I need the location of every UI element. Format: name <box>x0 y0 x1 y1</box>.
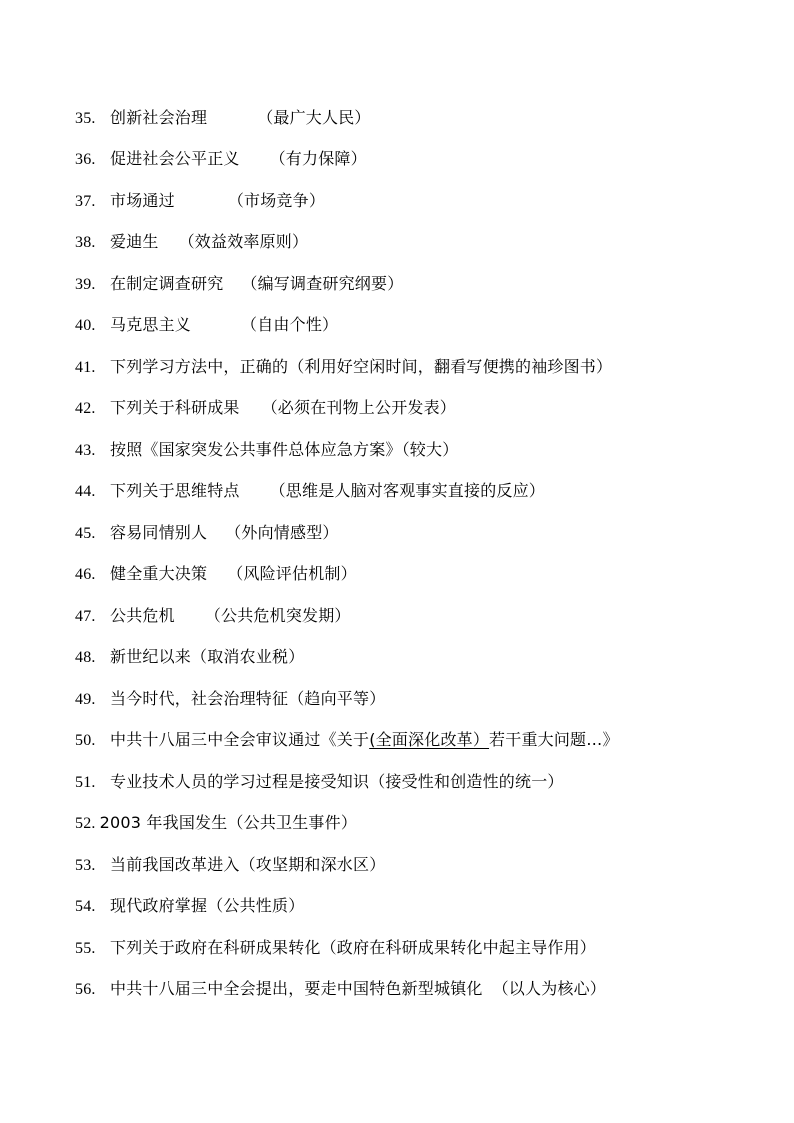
item-answer: （攻坚期和深水区） <box>239 855 386 874</box>
item-number: 53. <box>75 857 96 874</box>
item-answer: （外向情感型） <box>225 523 339 542</box>
item-answer: （利用好空闲时间，翻看写便携的袖珍图书） <box>288 357 613 376</box>
item-question: 健全重大决策 <box>110 564 208 583</box>
list-item <box>75 561 775 587</box>
item-answer: （市场竞争） <box>227 191 326 210</box>
item-number: 47. <box>75 608 96 625</box>
item-answer: （取消农业税） <box>191 647 305 666</box>
item-question: 中共十八届三中全会审议通过《关于 <box>110 730 370 749</box>
item-answer: （公共卫生事件） <box>227 813 358 832</box>
item-question: 马克思主义 <box>110 315 192 334</box>
item-question: 当今时代，社会治理特征 <box>110 689 289 708</box>
list-item <box>75 810 775 836</box>
item-answer: （接受性和创造性的统一） <box>369 772 564 791</box>
item-answer: （自由个性） <box>241 315 339 334</box>
list-item <box>75 520 775 546</box>
item-question-suffix: 若干重大问题…》 <box>489 730 619 749</box>
item-answer: （政府在科研成果转化中起主导作用） <box>320 938 597 957</box>
item-number: 41. <box>75 359 96 376</box>
list-item <box>75 395 775 421</box>
item-question: 按照《国家突发公共事件总体应急方案》 <box>110 440 402 459</box>
list-item <box>75 644 775 670</box>
item-answer: （较大） <box>401 440 459 459</box>
list-item <box>75 478 775 504</box>
item-number: 56. <box>75 981 96 998</box>
item-question: 在制定调查研究 <box>110 274 224 293</box>
item-question: 爱迪生 <box>110 232 159 251</box>
item-number: 40. <box>75 317 96 334</box>
list-item <box>75 188 775 214</box>
item-question: 促进社会公平正义 <box>110 149 240 168</box>
item-answer: （风险评估机制） <box>227 564 357 583</box>
item-number: 46. <box>75 566 96 583</box>
item-number: 54. <box>75 898 96 915</box>
list-item <box>75 769 775 795</box>
item-number: 37. <box>75 193 96 210</box>
list-item <box>75 893 775 919</box>
item-number: 43. <box>75 442 96 459</box>
item-question: 2003 年我国发生 <box>99 813 228 832</box>
item-answer: （最广大人民） <box>257 108 371 127</box>
item-answer: （必须在刊物上公开发表） <box>261 398 457 417</box>
item-question: 专业技术人员的学习过程是接受知识 <box>110 772 370 791</box>
list-item <box>75 603 775 629</box>
item-number: 52. <box>75 815 96 832</box>
item-number: 45. <box>75 525 96 542</box>
item-number: 50. <box>75 732 96 749</box>
item-number: 42. <box>75 400 96 417</box>
item-answer: (全面深化改革） <box>369 730 490 749</box>
item-number: 48. <box>75 649 96 666</box>
item-number: 39. <box>75 276 96 293</box>
item-question: 下列关于政府在科研成果转化 <box>110 938 321 957</box>
item-answer: （有力保障） <box>269 149 367 168</box>
item-question: 下列学习方法中，正确的 <box>110 357 289 376</box>
item-question: 创新社会治理 <box>110 108 208 127</box>
item-question: 下列关于科研成果 <box>110 398 240 417</box>
item-number: 51. <box>75 774 96 791</box>
list-item <box>75 852 775 878</box>
item-answer: （思维是人脑对客观事实直接的反应） <box>269 481 546 500</box>
item-answer: （趋向平等） <box>288 689 386 708</box>
item-number: 55. <box>75 940 96 957</box>
list-item <box>75 229 775 255</box>
item-number: 44. <box>75 483 96 500</box>
item-number: 38. <box>75 234 96 251</box>
list-item <box>75 271 775 297</box>
item-question: 容易同情别人 <box>110 523 208 542</box>
item-answer: （以人为核心） <box>492 979 607 998</box>
list-item <box>75 727 775 753</box>
item-question: 市场通过 <box>110 191 175 210</box>
item-question: 公共危机 <box>110 606 175 625</box>
item-question: 现代政府掌握 <box>110 896 208 915</box>
item-number: 35. <box>75 110 96 127</box>
list-item <box>75 354 775 380</box>
item-question: 下列关于思维特点 <box>110 481 240 500</box>
item-answer: （效益效率原则） <box>178 232 309 251</box>
item-answer: （公共危机突发期） <box>204 606 351 625</box>
list-item <box>75 935 775 961</box>
list-item <box>75 105 775 131</box>
item-question: 当前我国改革进入 <box>110 855 240 874</box>
list-item <box>75 437 775 463</box>
item-number: 36. <box>75 151 96 168</box>
item-number: 49. <box>75 691 96 708</box>
list-item <box>75 312 775 338</box>
list-item <box>75 146 775 172</box>
item-question: 新世纪以来 <box>110 647 192 666</box>
list-item <box>75 976 775 1002</box>
list-item <box>75 686 775 712</box>
item-question: 中共十八届三中全会提出，要走中国特色新型城镇化 <box>110 979 483 998</box>
item-answer: （编写调查研究纲要） <box>241 274 404 293</box>
item-answer: （公共性质） <box>207 896 305 915</box>
